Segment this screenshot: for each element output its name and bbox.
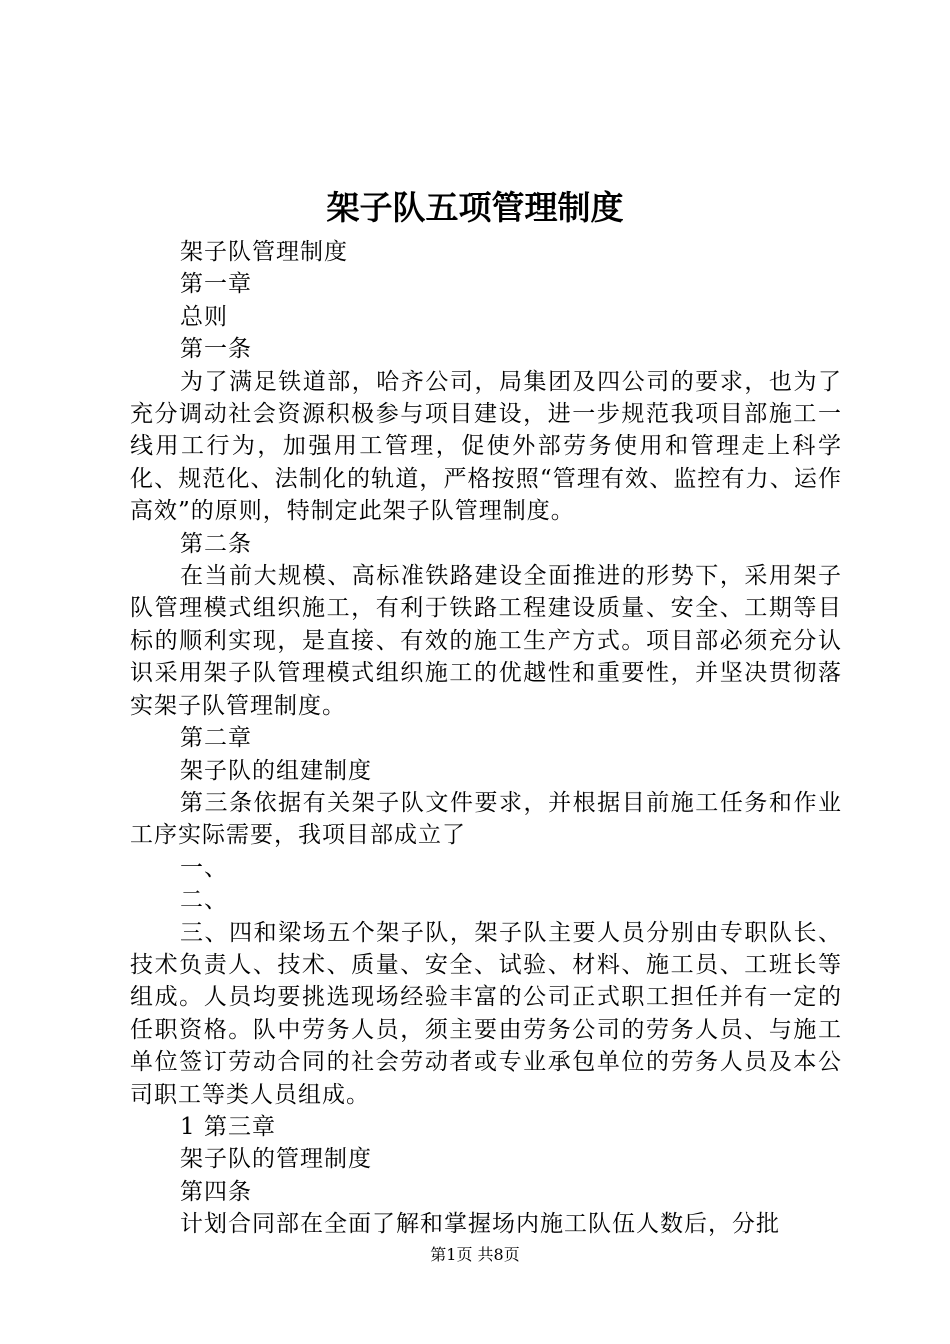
paragraph: 计划合同部在全面了解和掌握场内施工队伍人数后，分批 (180, 1211, 780, 1238)
paragraph: 总则 (180, 303, 228, 330)
paragraph: 第一条 (180, 336, 252, 363)
paragraph: 在当前大规模、高标准铁路建设全面推进的形势下，采用架子队管理模式组织施工，有利于铁路工程建设质量、安全、工期等目标的顺利实现，是直接、有效的施工生产方式。项目部必须充分认识采用架子队管理模式组织施工的优越性和重要性，并坚决贯彻落实架子队管理制度。 (130, 563, 842, 719)
paragraph: 二、 (180, 887, 228, 914)
paragraph: 一、 (180, 854, 228, 881)
page-footer: 第1页 共8页 (430, 1245, 520, 1264)
paragraph: 第一章 (180, 271, 252, 298)
paragraph: 架子队的管理制度 (180, 1146, 372, 1173)
paragraph: 1 第三章 (180, 1113, 276, 1140)
paragraph: 第三条依据有关架子队文件要求，并根据目前施工任务和作业工序实际需要，我项目部成立了 (130, 789, 842, 849)
document-body (130, 236, 842, 1241)
paragraph: 架子队管理制度 (180, 239, 348, 265)
paragraph: 为了满足铁道部，哈齐公司，局集团及四公司的要求，也为了充分调动社会资源积极参与项目建设，进一步规范我项目部施工一线用工行为，加强用工管理，促使外部劳务使用和管理走上科学化、规范化、法制化的轨道，严格按照“管理有效、监控有力、运作高效”的原则，特制定此架子队管理制度。 (130, 368, 842, 525)
paragraph: 第二条 (180, 530, 252, 557)
paragraph: 第四条 (180, 1178, 252, 1205)
paragraph: 架子队的组建制度 (180, 757, 372, 784)
document-title: 架子队五项管理制度 (326, 188, 624, 227)
paragraph: 第二章 (180, 725, 252, 752)
paragraph: 三、四和梁场五个架子队，架子队主要人员分别由专职队长、技术负责人、技术、质量、安全、试验、材料、施工员、工班长等组成。人员均要挑选现场经验丰富的公司正式职工担任并有一定的任职资格。队中劳务人员，须主要由劳务公司的劳务人员、与施工单位签订劳动合同的社会劳动者或专业承包单位的劳务人员及本公司职工等类人员组成。 (130, 919, 842, 1108)
